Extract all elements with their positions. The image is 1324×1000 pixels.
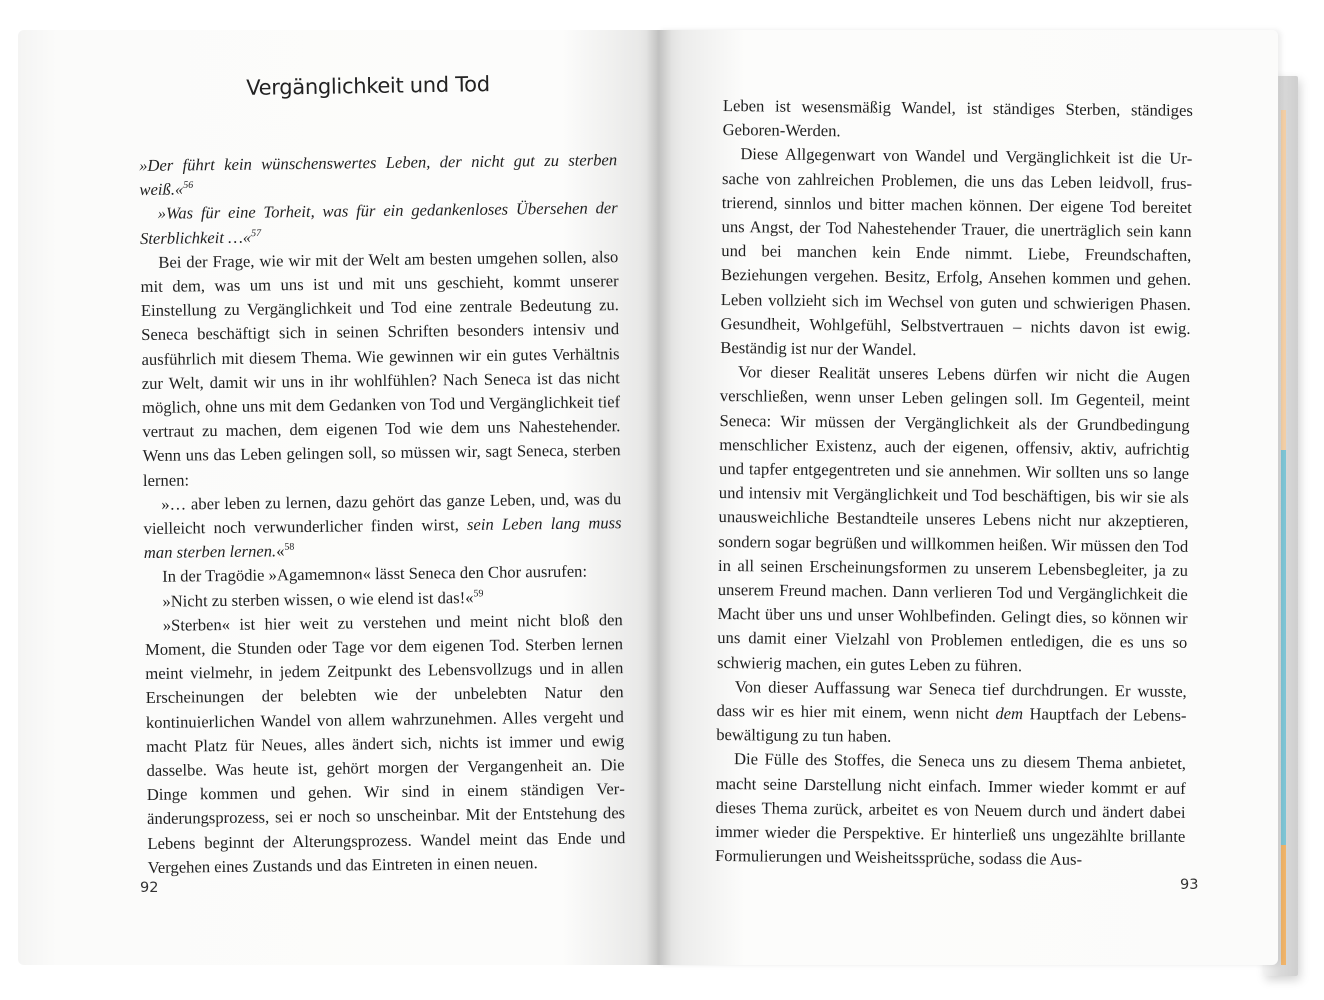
paragraph: Bei der Frage, wie wir mit der Welt am besten umgehen sollen, also mit dem, was um uns ist und mit uns geschieht, kommt unserer Einstellung zu Vergänglichkeit und Tod eine zentrale Bedeutung zu. Seneca beschäftigt sich in seinen Schriften besonders intensiv und ausführlich mit diesem Thema. Wie gewinnen wir ein gutes Verhältnis zur Welt, damit wir uns in ihr wohlfühlen? Nach Seneca ist das nicht möglich, ohne uns mit dem Gedanken von Tod und Vergänglichkeit tief vertraut zu machen, dem eigenen Tod wie dem uns Nahestehender. Wenn uns das Leben gelingen soll, so müssen wir, sagt Seneca, sterben lernen:: [140, 246, 621, 490]
footnote-ref: 56: [183, 180, 194, 192]
quote-57: [140, 197, 619, 251]
paragraph-text: Von dieser Auffassung war Seneca tief durchdrungen. Er wusste, dass wir es hier mit einem, wenn nicht: [716, 677, 1187, 723]
quote-text: »Der führt kein wünschenswertes Leben, der nicht gut zu sterben weiß.«: [139, 150, 618, 200]
paragraph: [716, 675, 1187, 753]
paragraph: Die Fülle des Stoffes, die Seneca uns zu diesem Thema anbietet, macht seine Darstellung nicht einfach. Immer wieder kommt er auf dieses Thema zurück, arbeitet es von Neuem durch und ändert dabei immer wieder die Perspektive. Er hinterließ uns ungezählte brillante Formulierungen und Weisheitssprüche, sodass die Aus-: [714, 749, 1187, 870]
paragraph: Diese Allgegenwart von Wandel und Vergänglichkeit ist die Ursache von zahlreichen Problemen, die uns das Leben leidvoll, frustrierend, sinnlos und bitter machen können. Der eigene Tod bereitet uns Angst, der Tod Nahestehender Trauer, die unerträglich sein kann und bei manchen kein Ende nimmt. Liebe, Freundschaften, Beziehungen vergehen. Besitz, Erfolg, Ansehen kommen und gehen. Leben vollzieht sich im Wechsel von guten und schwierigen Phasen. Gesundheit, Wohlgefühl, Selbstvertrauen – nichts davon ist ewig. Beständig ist nur der Wandel.: [720, 144, 1193, 360]
edge-color-strip-orange: [1281, 110, 1286, 450]
chapter-title: Vergänglichkeit und Tod: [246, 72, 490, 100]
edge-color-strip-blue: [1281, 450, 1286, 845]
quote-italic-text: sein Leben lang muss man sterben lernen.: [143, 513, 622, 563]
paragraph: Vor dieser Realität unseres Lebens dürfen wir nicht die Augen verschließen, wenn unser Leben gelingen soll. Im Gegenteil, meint Seneca: Wir müssen der Vergänglichkeit als der Grundbedingung menschlicher Existenz, auch der eigenen, offensiv, aktiv, aufrichtig und tapfer entgegentreten und sie annehmen. Wir sollten uns so lange und intensiv mit Vergänglichkeit und Tod beschäftigen, bis wir sie als unausweichliche Bestandteile unseres Lebens nicht nur akzeptieren, sondern sogar begrüßen und willkommen heißen. Wir müssen den Tod in all seinen Erscheinungsformen zu unserem Lebensbegleiter, ja zu unserem Freund machen. Dann verlieren Tod und Vergänglichkeit die Macht über uns und unser Wohlbefinden. Gelingt dies, so können wir uns damit einer Vielzahl von Problemen entledigen, die es uns so schwierig machen, ein gutes Leben zu führen.: [716, 362, 1191, 675]
footnote-ref: 58: [284, 541, 295, 553]
quote-text: »Nicht zu sterben wissen, o wie elend ist das!«: [162, 587, 474, 611]
right-page-text: [715, 94, 1193, 873]
page-number-left: 92: [140, 880, 159, 896]
footnote-ref: 59: [473, 587, 484, 600]
quote-58: [143, 487, 622, 565]
quote-text: »… aber leben zu lernen, dazu gehört das ganze Leben, und, was du vielleicht noch verwunderlicher finden wirst,: [143, 488, 622, 539]
page-number-right: 93: [1180, 877, 1199, 893]
open-book: [18, 30, 1308, 965]
paragraph: In der Tragödie »Agamemnon« lässt Seneca den Chor ausrufen:: [162, 562, 588, 587]
quote-56: [139, 148, 618, 202]
paragraph: Leben ist wesensmäßig Wandel, ist ständiges Sterben, ständiges Geboren-Werden.: [722, 95, 1193, 141]
emphasis-text: dem: [995, 703, 1024, 724]
left-page-text: [139, 148, 626, 880]
paragraph: »Sterben« ist hier weit zu verstehen und meint nicht bloß den Moment, die Stunden oder Tage vor dem eigenen Tod. Sterben lernen meint vielmehr, in jedem Zeitpunkt des Lebensvollzugs und in allen Erscheinungen der belebten wie der unbelebten Natur den kontinuierlichen Wandel von allem wahrzunehmen. Alles vergeht und macht Platz für Neues, alles ändert sich, nichts ist immer und ewig dasselbe. Was heute ist, gehört morgen der Vergangenheit an. Die Dinge kommen und gehen. Wir sind in einem ständigen Veränderungsprozess, sei er noch so unscheinbar. Mit der Entstehung des Lebens beginnt der Alterungsprozess. Wandel meint das Ende und Vergehen eines Zustands und das Eintreten in einen neuen.: [144, 609, 626, 877]
quote-close: «: [276, 541, 285, 561]
footnote-ref: 57: [250, 227, 262, 239]
left-page: [18, 30, 658, 965]
book-gutter: [646, 30, 672, 965]
paragraph-text: Hauptfach der Lebensbewältigung zu tun haben.: [716, 704, 1187, 747]
edge-color-strip-orange-dark: [1281, 845, 1286, 965]
quote-text: »Was für eine Torheit, was für ein gedankenloses Übersehen der Sterblichkeit …«: [139, 198, 618, 248]
